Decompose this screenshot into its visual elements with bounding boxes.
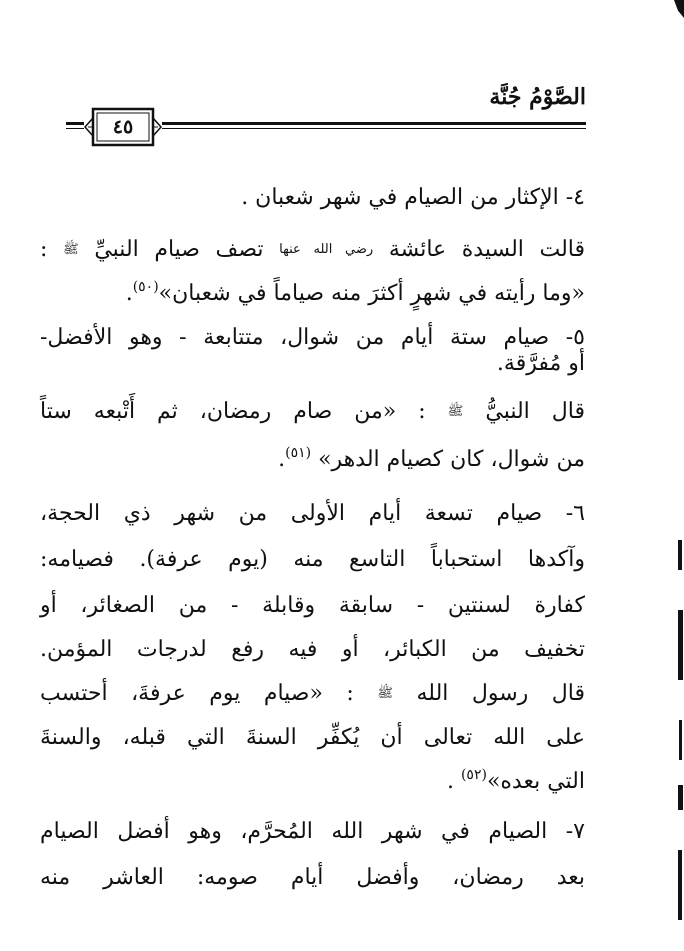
- footnote-ref: (٥١): [285, 445, 312, 461]
- text-span: قالت السيدة عائشة: [388, 237, 586, 262]
- scan-edge-mark: [678, 850, 682, 920]
- text-span: وآكدها استحباباً التاسع منه (يوم عرفة). فصيامه:: [40, 547, 585, 572]
- text-span: على الله تعالى أن يُكفِّر السنةَ التي قبله، والسنةَ: [40, 725, 585, 750]
- text-line: [40, 545, 585, 575]
- text-span: تصف صيام النبيِّ: [94, 237, 264, 262]
- text-span: قال رسول الله: [416, 681, 585, 706]
- header-rule: [162, 128, 586, 129]
- text-span: : «من صام رمضان، ثم أَتْبعه ستاً: [40, 399, 426, 424]
- honorific-mark: ﷺ: [377, 686, 394, 701]
- item-7-heading: [40, 817, 585, 847]
- hadith-quote: [126, 279, 585, 309]
- header-rule: [66, 128, 84, 129]
- text-span: ٦- صيام تسعة أيام الأولى من شهر ذي الحجة،: [40, 501, 585, 526]
- text-line: [40, 635, 585, 665]
- scan-edge-mark: [678, 785, 683, 810]
- honorific-mark: ﷺ: [63, 242, 79, 257]
- text-span: ٧- الصيام في شهر الله المُحرَّم، وهو أفضل الصيام: [40, 819, 585, 844]
- hadith-quote: [278, 445, 585, 475]
- honorific-mark: ﷺ: [447, 404, 464, 419]
- page-number: ٤٥: [112, 116, 134, 138]
- text-line: [40, 235, 585, 265]
- text-span: ٥- صيام ستة أيام من شوال، متتابعة - وهو الأفضل-: [40, 325, 585, 350]
- text-span: أو مُفرَّقة.: [496, 351, 585, 376]
- text-span: .: [446, 769, 454, 794]
- text-line: [497, 349, 585, 379]
- text-line: [40, 591, 585, 621]
- header-rule: [66, 122, 84, 125]
- text-span: .: [278, 447, 286, 472]
- scan-edge-mark: [678, 610, 683, 680]
- item-6-heading: [40, 499, 585, 529]
- text-span: قال النبيُّ: [485, 399, 585, 424]
- scan-edge-mark: [679, 720, 682, 760]
- scan-corner-mark: [674, 0, 684, 18]
- text-line: [40, 863, 585, 893]
- running-title: الصَّوْمُ جُنَّة: [489, 84, 586, 110]
- text-span: من شوال، كان كصيام الدهر»: [318, 447, 585, 472]
- text-span: تخفيف من الكبائر، أو فيه رفع لدرجات المؤمن.: [40, 637, 585, 662]
- text-span: «وما رأيته في شهرٍ أكثرَ منه صياماً في شعبان»: [158, 281, 585, 306]
- hadith-quote: [447, 767, 585, 797]
- footnote-ref: (٥٠): [132, 279, 159, 295]
- page-number-frame: [84, 106, 162, 148]
- item-4-heading: [241, 183, 585, 213]
- text-line: ٤- الإكثار من الصيام في شهر شعبان .: [241, 185, 585, 210]
- honorific-mark: رضي الله عنها: [279, 242, 374, 257]
- header-rule: [162, 122, 586, 125]
- text-line: [40, 679, 585, 709]
- footnote-ref: (٥٢): [460, 767, 487, 783]
- text-span: بعد رمضان، وأفضل أيام صومه: العاشر منه: [40, 865, 585, 890]
- page-header: [66, 82, 586, 162]
- text-line: [40, 397, 585, 427]
- text-line: [40, 723, 585, 753]
- text-span: .: [125, 281, 133, 306]
- text-span: : «صيام يوم عرفةَ، أحتسب: [40, 681, 354, 706]
- scan-edge-mark: [678, 540, 682, 570]
- text-span: :: [40, 237, 48, 262]
- text-span: كفارة لسنتين - سابقة وقابلة - من الصغائر، أو: [40, 593, 585, 618]
- text-span: التي بعده»: [486, 769, 585, 794]
